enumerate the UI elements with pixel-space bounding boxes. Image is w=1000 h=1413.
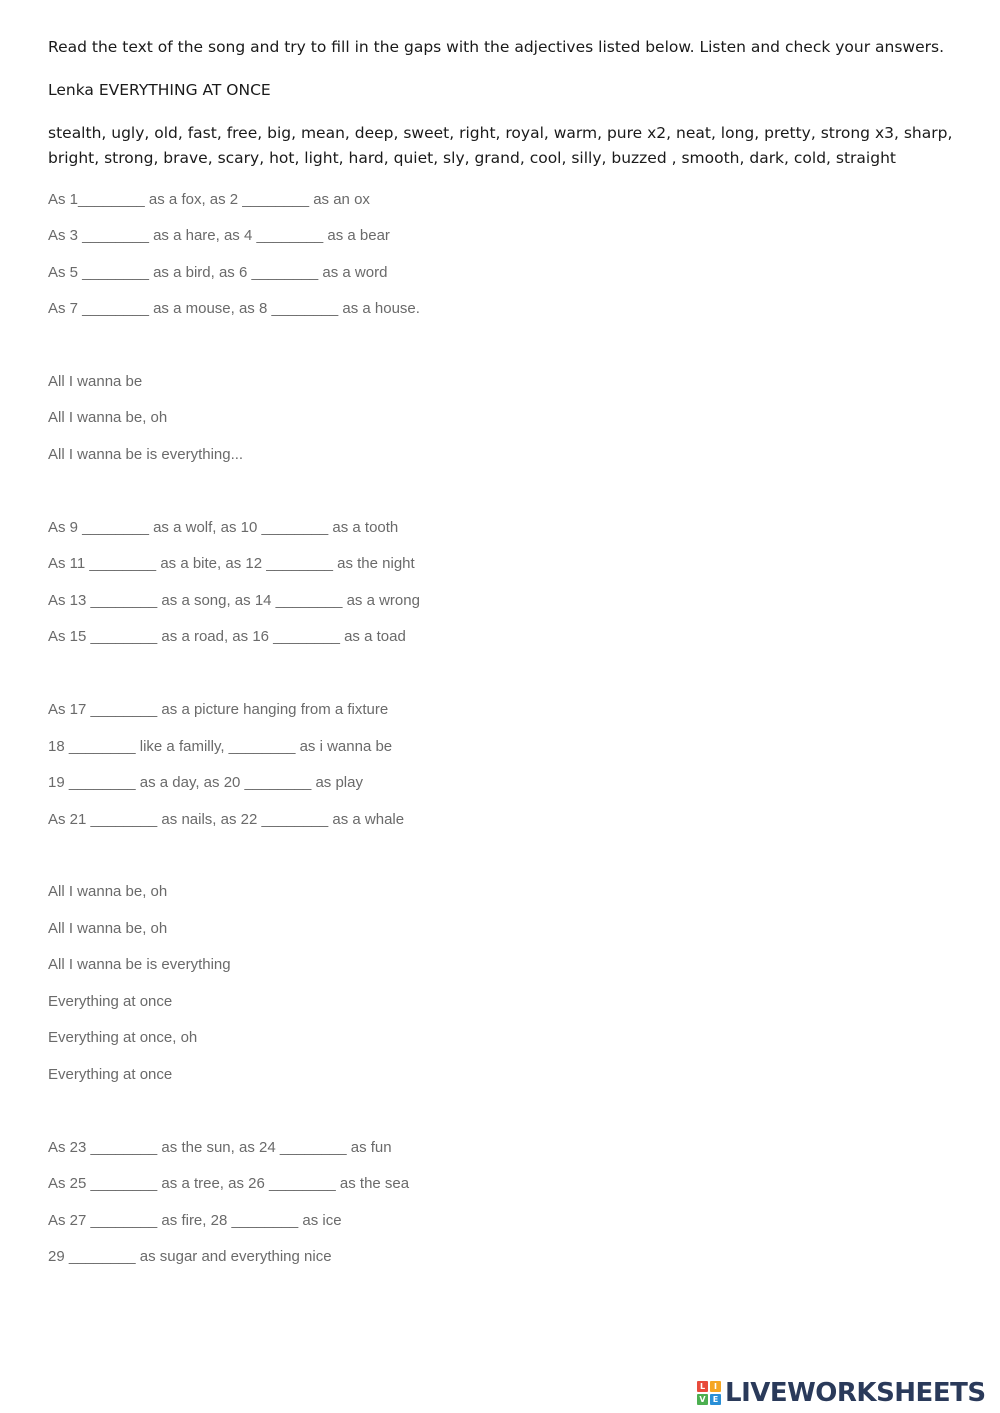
lyric-line: As 15 ________ as a road, as 16 ________ as a toad bbox=[48, 628, 406, 645]
logo-mark-letter: E bbox=[710, 1394, 721, 1405]
lyric-line: Everything at once, oh bbox=[48, 1029, 198, 1046]
lyric-line: As 25 ________ as a tree, as 26 ________ as the sea bbox=[48, 1175, 410, 1192]
lyric-line: As 21 ________ as nails, as 22 ________ as a whale bbox=[48, 811, 405, 828]
word-bank bbox=[48, 121, 953, 171]
logo-mark-letter: L bbox=[697, 1381, 708, 1392]
lyric-line: All I wanna be bbox=[48, 373, 143, 390]
lyric-line: As 23 ________ as the sun, as 24 ________ as fun bbox=[48, 1139, 392, 1156]
lyric-line: Everything at once bbox=[48, 993, 173, 1010]
liveworksheets-mark-icon bbox=[697, 1381, 721, 1405]
lyric-line: As 9 ________ as a wolf, as 10 ________ as a tooth bbox=[48, 519, 399, 536]
logo-mark-letter: I bbox=[710, 1381, 721, 1392]
word-bank-line: bright, strong, brave, scary, hot, light, hard, quiet, sly, grand, cool, silly, buzzed , smooth, dark, cold, straight bbox=[48, 149, 896, 167]
lyric-line: As 1________ as a fox, as 2 ________ as an ox bbox=[48, 191, 370, 208]
lyric-line: As 3 ________ as a hare, as 4 ________ as a bear bbox=[48, 227, 390, 244]
logo-mark-letter: V bbox=[697, 1394, 708, 1405]
lyric-line: 18 ________ like a familly, ________ as i wanna be bbox=[48, 738, 393, 755]
lyric-line: All I wanna be is everything... bbox=[48, 446, 244, 463]
lyric-line: As 13 ________ as a song, as 14 ________ as a wrong bbox=[48, 592, 420, 609]
lyric-line: All I wanna be, oh bbox=[48, 920, 168, 937]
song-title: Lenka EVERYTHING AT ONCE bbox=[48, 81, 271, 99]
word-bank-line: stealth, ugly, old, fast, free, big, mean, deep, sweet, right, royal, warm, pure x2, neat, long, pretty, strong x3, sharp, bbox=[48, 124, 953, 142]
lyric-line: All I wanna be is everything bbox=[48, 956, 231, 973]
lyric-line: Everything at once bbox=[48, 1066, 173, 1083]
lyric-line: 19 ________ as a day, as 20 ________ as play bbox=[48, 774, 363, 791]
lyric-line: All I wanna be, oh bbox=[48, 409, 168, 426]
liveworksheets-logo bbox=[697, 1378, 986, 1408]
instructions-text: Read the text of the song and try to fill in the gaps with the adjectives listed below. Listen and check your answers. bbox=[48, 38, 945, 56]
logo-text: LIVEWORKSHEETS bbox=[725, 1378, 986, 1408]
lyric-line: As 27 ________ as fire, 28 ________ as ice bbox=[48, 1212, 342, 1229]
lyric-line: As 5 ________ as a bird, as 6 ________ as a word bbox=[48, 264, 388, 281]
lyric-line: As 17 ________ as a picture hanging from a fixture bbox=[48, 701, 389, 718]
lyric-line: As 11 ________ as a bite, as 12 ________ as the night bbox=[48, 555, 415, 572]
lyric-line: All I wanna be, oh bbox=[48, 883, 168, 900]
lyric-line: 29 ________ as sugar and everything nice bbox=[48, 1248, 332, 1265]
lyric-line: As 7 ________ as a mouse, as 8 ________ as a house. bbox=[48, 300, 420, 317]
